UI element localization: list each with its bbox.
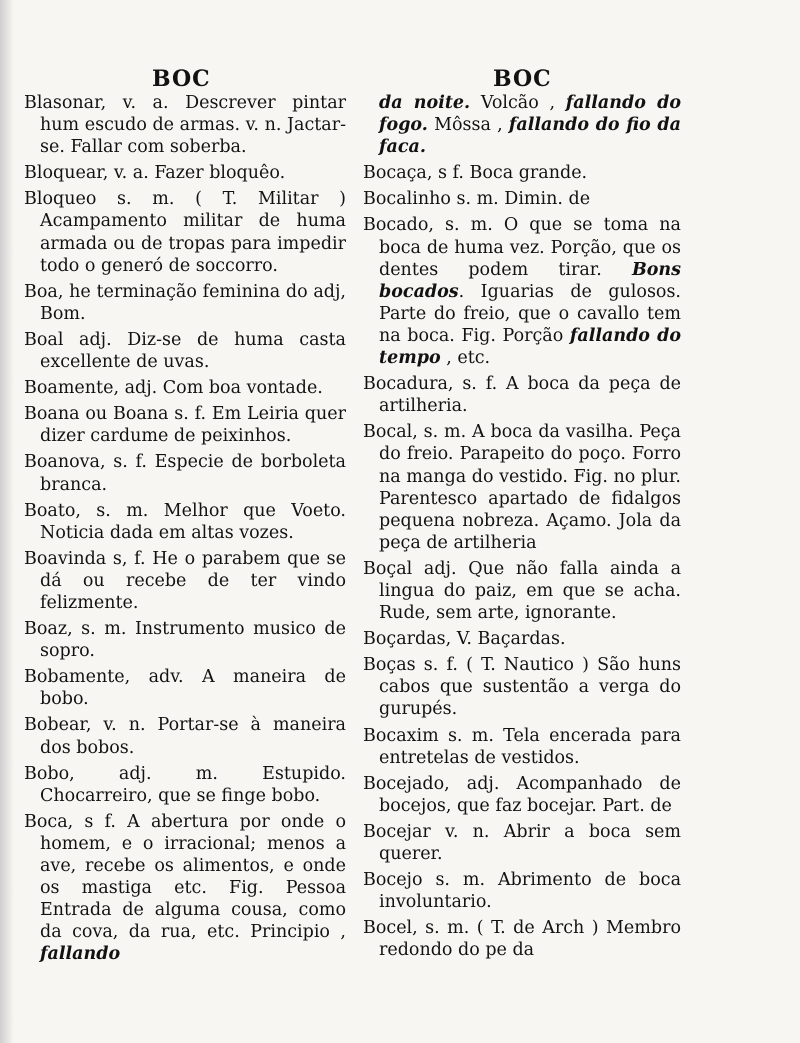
headword: Boaz: [24, 619, 68, 640]
entry-text: , adv. A maneira de bobo.: [40, 667, 346, 710]
italic-phrase: fallando: [40, 944, 121, 965]
right-entry: [363, 725, 681, 769]
right-entry: [363, 821, 681, 865]
entry-text: , v. n. Portar-se à maneira dos bobos.: [40, 715, 346, 758]
entry-text: , s. m. ( T. de Arch ) Membro redondo do pe da: [379, 918, 681, 961]
left-column: [24, 92, 346, 969]
italic-phrase: fallando do fogo.: [379, 93, 681, 136]
left-entry: [24, 763, 346, 807]
headword: Bobear: [24, 715, 86, 736]
entry-text: , V. Baçardas.: [445, 629, 566, 650]
headword: Boal: [24, 329, 64, 350]
headword: Boato: [24, 500, 76, 521]
page-edge-shadow: [0, 0, 14, 1043]
left-entry: [24, 714, 346, 758]
headword: Bocejo: [363, 870, 423, 891]
entry-text: s. f. ( T. Nautico ) São huns cabos que sustentão a verga do gurupés.: [379, 655, 681, 720]
headword: Bocal: [363, 422, 413, 443]
italic-phrase: fallando do fio da faca.: [379, 115, 681, 158]
left-entry: [24, 281, 346, 325]
headword: Boa: [24, 281, 58, 302]
right-entry: [363, 558, 681, 624]
headword: Bocaça: [363, 163, 427, 184]
right-entry: [363, 188, 681, 210]
entry-text: Môssa ,: [427, 115, 509, 136]
headword: Bocel: [363, 918, 413, 939]
right-entry: [363, 628, 681, 650]
left-entry: [24, 451, 346, 495]
entry-text: , v. a. Fazer bloquêo.: [102, 163, 286, 184]
right-entry: [363, 869, 681, 913]
left-entry: [24, 548, 346, 614]
right-entry: [363, 421, 681, 554]
entry-text: s. m. Tela encerada para entretelas de vestidos.: [379, 725, 681, 768]
left-entry: [24, 162, 346, 184]
entry-text: s. m. Abrimento de boca involuntario.: [379, 870, 681, 913]
headword: Bloquear: [24, 163, 103, 184]
entry-text: , adj. Com boa vontade.: [113, 378, 323, 399]
left-entry: [24, 329, 346, 373]
headword: Boças: [363, 655, 416, 676]
right-entry: [363, 917, 681, 961]
right-entry: [363, 214, 681, 369]
entry-text: , v. a. Descrever pintar hum escudo de armas. v. n. Jactar-se. Fallar com soberba.: [40, 93, 346, 158]
left-entry: [24, 188, 346, 276]
left-entry: [24, 403, 346, 447]
right-entry: [363, 92, 681, 158]
headword: Bocalinho: [363, 189, 451, 210]
right-entry: [363, 373, 681, 417]
right-column-header: BOC: [493, 66, 552, 92]
left-entry: [24, 811, 346, 966]
entry-text: , s. m. O que se toma na boca de huma vez. Porção, que os dentes podem tirar.: [379, 215, 681, 280]
left-entry: [24, 500, 346, 544]
headword: Bloqueo: [24, 189, 97, 210]
entry-text: , s f. A abertura por onde o homem, e o irracional; menos a ave, recebe os alimentos, e onde os mastiga etc. Fig. Pessoa Entrada de alguma cousa, como da cova, da rua, etc. Principio ,: [40, 811, 346, 943]
entry-text: Volcão ,: [470, 93, 566, 113]
left-entry: [24, 666, 346, 710]
headword: Boavinda: [24, 548, 107, 569]
entry-text: , s. m. Instrumento musico de sopro.: [40, 619, 346, 662]
headword: Boanova: [24, 452, 100, 473]
italic-phrase: Bons bocados: [379, 259, 681, 302]
entry-text: , s. m. A boca da vasilha. Peça do freio. Parapeito do poço. Forro na manga do vestido. Fig. no plur. Parentesco apartado de fidalgos pequena nobreza. Açamo. Jola da peça de artilheria: [379, 422, 681, 553]
right-entry: [363, 773, 681, 817]
left-entry: [24, 377, 346, 399]
right-entry: [363, 162, 681, 184]
entry-text: , etc.: [440, 348, 491, 369]
headword: Bobamente: [24, 667, 125, 688]
left-entry: [24, 618, 346, 662]
headword: Boca: [24, 811, 68, 832]
entry-text: ou Boana s. f. Em Leiria quer dizer cardume de peixinhos.: [40, 404, 346, 447]
entry-text: , adj. Acompanhado de bocejos, que faz bocejar. Part. de: [379, 773, 681, 816]
headword: Boçardas: [363, 629, 446, 650]
headword: Bocadura: [363, 374, 448, 395]
entry-text: s. m. ( T. Militar ) Acampamento militar de huma armada ou de tropas para impedir todo o generó de soccorro.: [40, 189, 346, 276]
headword: Bocejar: [363, 821, 431, 842]
entry-text: , he terminação feminina do adj, Bom.: [40, 281, 346, 324]
headword: Bocejado: [363, 773, 445, 794]
entry-text: , adj. m. Estupido. Chocarreiro, que se finge bobo.: [40, 763, 346, 806]
left-entry: [24, 92, 346, 158]
headword: Blasonar: [24, 93, 101, 113]
headword: Bobo: [24, 763, 70, 784]
entry-text: , s. f. A boca da peça de artilheria.: [379, 374, 681, 417]
italic-phrase: da noite.: [379, 93, 471, 113]
entry-text: , s. m. Melhor que Voeto. Noticia dada em altas vozes.: [40, 500, 346, 543]
headword: Boana: [24, 404, 80, 425]
headword: Boamente: [24, 378, 114, 399]
entry-text: s. m. Dimin. de: [450, 189, 591, 210]
right-entry: [363, 654, 681, 720]
entry-text: s, f. He o parabem que se dá ou recebe de ter vindo felizmente.: [40, 548, 346, 613]
entry-text: v. n. Abrir a boca sem querer.: [379, 821, 681, 864]
headword: Boçal: [363, 558, 413, 579]
left-column-header: BOC: [152, 66, 211, 92]
right-column: [363, 92, 681, 965]
entry-text: . Iguarias de gulosos. Parte do freio, que o cavallo tem na boca. Fig. Porção: [379, 281, 681, 346]
headword: Bocado: [363, 215, 429, 236]
entry-text: adj. Diz-se de huma casta excellente de uvas.: [40, 329, 346, 373]
entry-text: , s. f. Especie de borboleta branca.: [40, 452, 346, 495]
headword: Bocaxim: [363, 725, 439, 746]
italic-phrase: fallando do tempo: [379, 325, 682, 369]
entry-text: , s f. Boca grande.: [426, 163, 588, 184]
entry-text: adj. Que não falla ainda a lingua do paiz, em que se acha. Rude, sem arte, ignorante.: [379, 558, 681, 624]
